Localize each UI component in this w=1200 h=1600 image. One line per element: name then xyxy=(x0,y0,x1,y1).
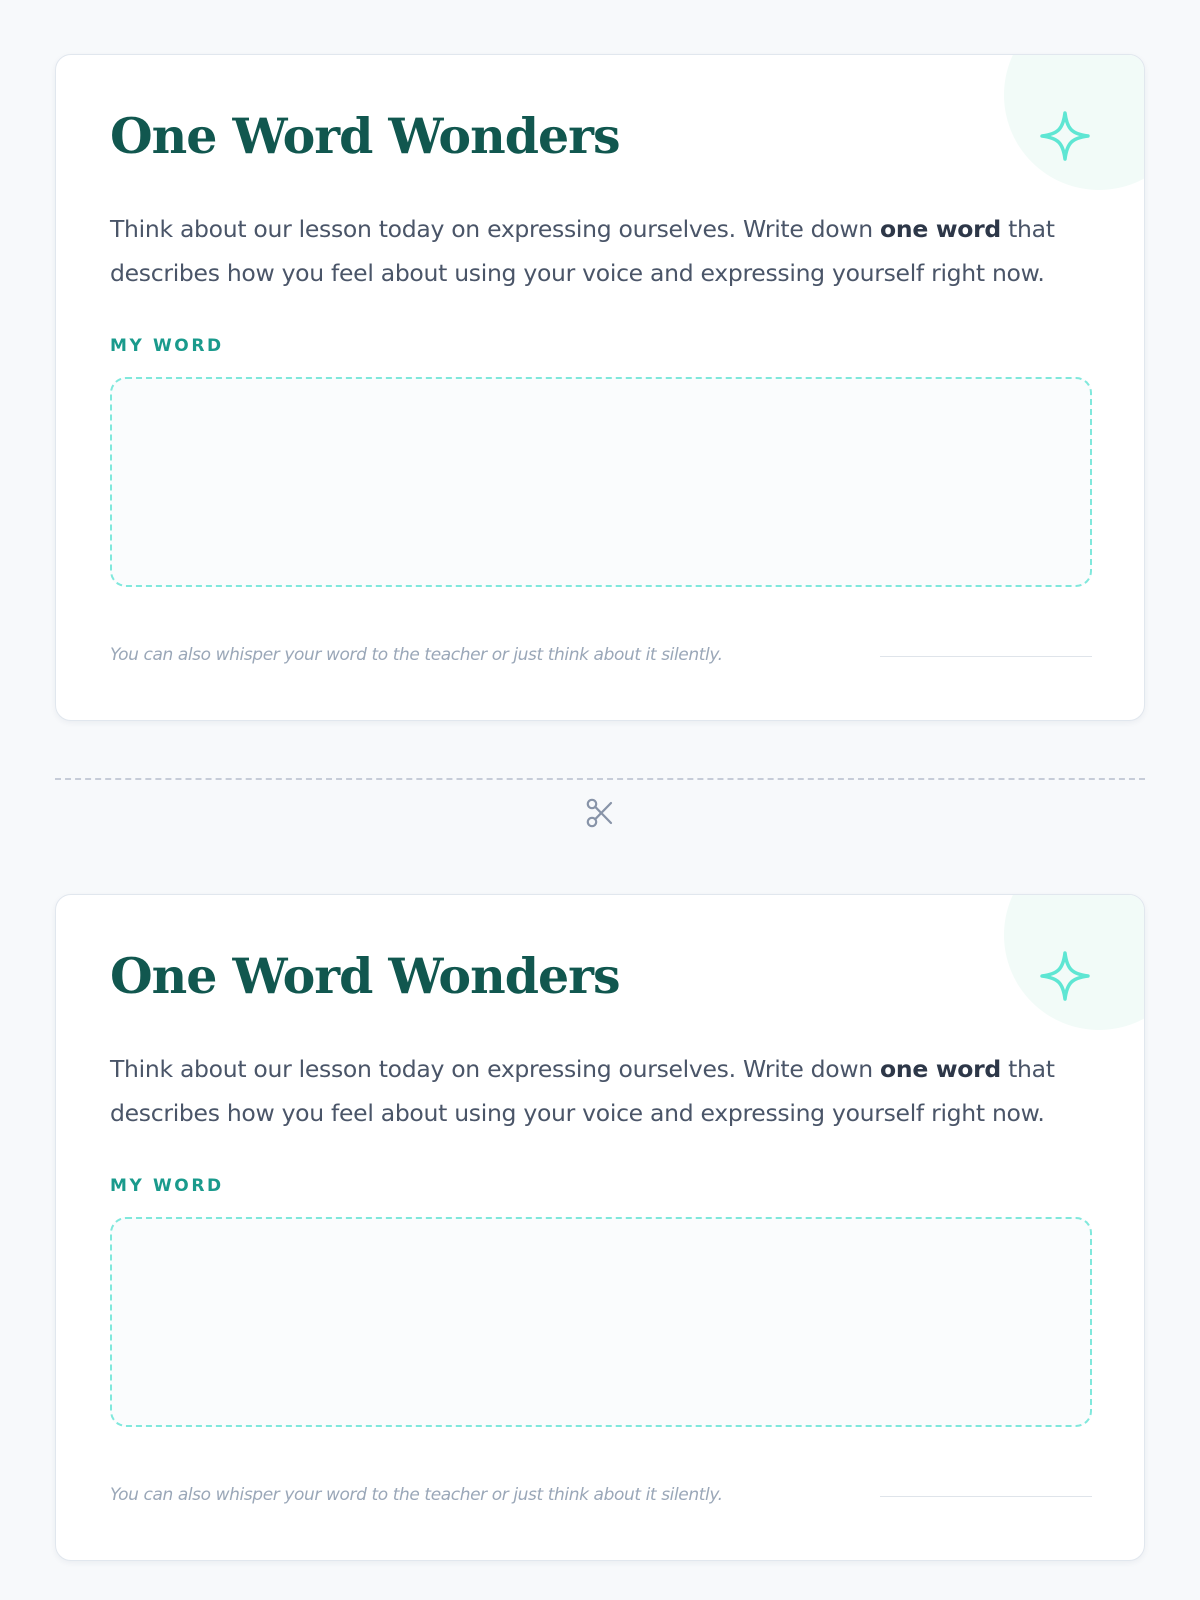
instructions-text-start: Think about our lesson today on expressing ourselves. Write down xyxy=(110,1055,881,1083)
activity-card-bottom xyxy=(55,894,1145,1561)
card-instructions xyxy=(110,207,1100,295)
sparkle-icon xyxy=(1038,949,1092,1003)
instructions-text-start: Think about our lesson today on expressing ourselves. Write down xyxy=(110,215,881,243)
cut-line xyxy=(55,778,1145,780)
signature-line xyxy=(880,656,1092,657)
instructions-text-end: that describes how you feel about using your voice and expressing yourself right now. xyxy=(110,1055,1055,1127)
signature-line xyxy=(880,1496,1092,1497)
instructions-text-end: that describes how you feel about using your voice and expressing yourself right now. xyxy=(110,215,1055,287)
sparkle-icon xyxy=(1038,109,1092,163)
hint-text: You can also whisper your word to the teacher or just think about it silently. xyxy=(110,1485,723,1505)
instructions-emphasis: one word xyxy=(880,215,1001,243)
instructions-emphasis: one word xyxy=(880,1055,1001,1083)
activity-card-top xyxy=(55,54,1145,721)
card-title: One Word Wonders xyxy=(110,947,620,1005)
hint-text: You can also whisper your word to the teacher or just think about it silently. xyxy=(110,645,723,665)
scissors-icon xyxy=(583,796,617,830)
card-instructions xyxy=(110,1047,1100,1135)
my-word-input[interactable] xyxy=(110,377,1092,587)
card-title: One Word Wonders xyxy=(110,107,620,165)
my-word-label: MY WORD xyxy=(110,1176,224,1196)
my-word-label: MY WORD xyxy=(110,336,224,356)
my-word-input[interactable] xyxy=(110,1217,1092,1427)
